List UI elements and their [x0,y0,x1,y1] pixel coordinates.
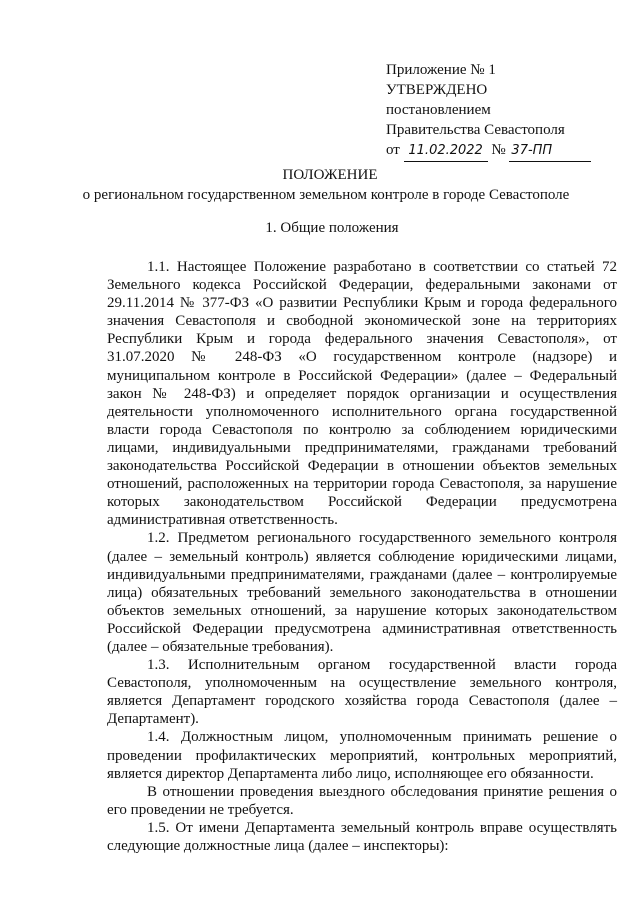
approved-label: УТВЕРЖДЕНО [386,82,488,98]
paragraph-1-4-note: В отношении проведения выездного обследования принятие решения о его проведении не требуется. [107,783,617,818]
number-prefix: № [491,142,506,158]
handwritten-date: 11.02.2022 [404,141,488,162]
document-title [0,165,640,205]
title-line-2: о региональном государственном земельном контроле в городе Севастополе [82,187,570,203]
paragraph-1-1: 1.1. Настоящее Положение разработано в соответствии со статьей 72 Земельного кодекса Российской Федерации, федеральными законами от 29.11.2014 № 377-ФЗ «О развитии Республики Крым и города федерального значения Севастополя и свободной экономической зоне на территориях Республики Крым и города федерального значения Севастополя», от 31.07.2020 № 248-ФЗ «О государственном контроле (надзоре) и муниципальном контроле в Российской Федерации» (далее – Федеральный закон № 248-ФЗ) и определяет порядок организации и осуществления деятельности уполномоченного исполнительного органа государственной власти города Севастополя по контролю за соблюдением юридическими лицами, индивидуальными предпринимателями, гражданами требований законодательства Российской Федерации в отношении объектов земельных отношений, расположенных на территории города Севастополя, за нарушение которых законодательством Российской Федерации предусмотрена административная ответственность. [107,259,617,529]
decree-label: постановлением [386,102,491,118]
approval-stamp [386,60,626,162]
date-prefix: от [386,142,400,158]
paragraph-1-5: 1.5. От имени Департамента земельный контроль вправе осуществлять следующие должностные лица (далее – инспекторы): [107,819,617,854]
paragraph-1-3: 1.3. Исполнительным органом государственной власти города Севастополя, уполномоченным на осуществление земельного контроля, является Департамент городского хозяйства города Севастополя (далее – Департамент). [107,657,617,728]
section-heading: 1. Общие положения [265,220,399,236]
date-number-line [386,140,626,162]
appendix-label: Приложение № 1 [386,62,496,78]
paragraph-1-4: 1.4. Должностным лицом, уполномоченным принимать решение о проведении профилактических мероприятий, контрольных мероприятий, является директор Департамента либо лицо, исполняющее его обязанности. [107,729,617,782]
document-body [107,258,617,855]
paragraph-1-2: 1.2. Предметом регионального государственного земельного контроля (далее – земельный контроль) является соблюдение юридическими лицами, индивидуальными предпринимателями, гражданами (далее – контролируемые лица) обязательных требований земельного законодательства в отношении объектов земельных отношений, за нарушение которых законодательством Российской Федерации предусмотрена административная ответственность (далее – обязательные требования). [107,530,617,655]
handwritten-number: 37-ПП [509,141,591,162]
title-line-1: ПОЛОЖЕНИЕ [282,167,378,183]
government-label: Правительства Севастополя [386,122,565,138]
